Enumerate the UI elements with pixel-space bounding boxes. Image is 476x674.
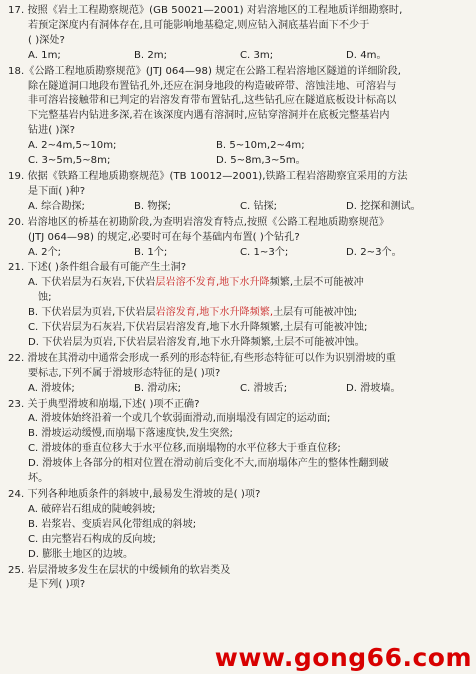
option-a: A. 2个; bbox=[28, 246, 62, 258]
option-c: C. 3m; bbox=[240, 49, 274, 61]
option-b: B. 物探; bbox=[134, 200, 171, 212]
options-row bbox=[8, 382, 468, 397]
question-25 bbox=[8, 564, 468, 594]
option-b: B. 岩浆岩、变质岩风化带组成的斜坡; bbox=[28, 518, 197, 530]
option-d: D. 2~3个。 bbox=[346, 246, 402, 258]
question-stem: 22. 滑坡在其滑动中通常会形成一系列的形态特征,有些形态特征可以作为识别滑坡的重 bbox=[8, 352, 396, 364]
option-b: B. 5~10m,2~4m; bbox=[216, 140, 305, 152]
question-17 bbox=[8, 4, 468, 64]
option-c: C. 3~5m,5~8m; bbox=[28, 155, 111, 167]
option-c: C. 由完整岩石构成的反向坡; bbox=[28, 533, 156, 545]
option-c: C. 滑坡舌; bbox=[240, 382, 288, 394]
question-stem: 是下面( )种? bbox=[28, 185, 86, 197]
question-18 bbox=[8, 65, 468, 169]
question-stem: ( )深处? bbox=[28, 34, 65, 46]
option-a: A. 破碎岩石组成的陡峻斜坡; bbox=[28, 503, 156, 515]
question-stem: 是下列( )项? bbox=[28, 579, 86, 591]
question-stem: 23. 关于典型滑坡和崩塌,下述( )项不正确? bbox=[8, 398, 200, 410]
option-a: A. 综合勘探; bbox=[28, 200, 85, 212]
option-text: A. 下伏岩层为石灰岩,下伏岩 bbox=[28, 277, 156, 289]
question-stem: 要标志,下列不属于滑坡形态特征的是( )项? bbox=[28, 367, 221, 379]
question-stem: 除在隧道洞口地段布置钻孔外,还应在洞身地段的构造破碎带、溶蚀洼地、可溶岩与 bbox=[28, 80, 397, 92]
option-c: C. 1~3个; bbox=[240, 246, 289, 258]
option-d: D. 膨胀土地区的边坡。 bbox=[28, 548, 134, 560]
option-a: A. 2~4m,5~10m; bbox=[28, 140, 117, 152]
option-b: B. 2m; bbox=[134, 49, 167, 61]
option-b: B. 滑动床; bbox=[134, 382, 182, 394]
site-watermark: www.gong66.com bbox=[214, 643, 472, 672]
option-c: C. 钻探; bbox=[240, 200, 278, 212]
question-stem: 20. 岩溶地区的桥基在初勘阶段,为查明岩溶发育特点,按照《公路工程地质勘察规范》 bbox=[8, 216, 390, 228]
option-b bbox=[8, 306, 468, 321]
question-stem: 若预定深度内有洞体存在,且可能影响地基稳定,则应钻入洞底基岩面下不少于 bbox=[28, 19, 370, 31]
option-text: 土层有可能被冲蚀; bbox=[273, 307, 358, 319]
options-row bbox=[8, 154, 468, 169]
option-a bbox=[8, 276, 468, 291]
question-20 bbox=[8, 216, 468, 261]
option-b: B. 1个; bbox=[134, 246, 168, 258]
highlighted-text: 岩溶发育, bbox=[155, 307, 200, 319]
option-d: D. 5~8m,3~5m。 bbox=[216, 155, 306, 167]
options-row bbox=[8, 49, 468, 64]
question-stem: 下完整基岩内钻进多深,若在该深度内遇有溶洞时,应钻穿溶洞并在底板完整基岩内 bbox=[28, 110, 390, 122]
option-a: A. 滑坡体; bbox=[28, 382, 75, 394]
option-a: A. 1m; bbox=[28, 49, 61, 61]
option-d: D. 4m。 bbox=[346, 49, 387, 61]
question-23 bbox=[8, 398, 468, 487]
question-stem: 21. 下述( )条件组合最有可能产生土洞? bbox=[8, 262, 187, 274]
option-d: D. 滑坡墙。 bbox=[346, 382, 401, 394]
highlighted-text: 地下水升降频繁, bbox=[199, 307, 274, 319]
question-stem: (JTJ 064—98) 的规定,必要时可在每个基础内布置( )个钻孔? bbox=[28, 231, 300, 243]
question-stem: 17. 按照《岩土工程勘察规范》(GB 50021—2001) 对岩溶地区的工程地质详细勘察时, bbox=[8, 5, 403, 16]
option-text: B. 下伏岩层为页岩,下伏岩层 bbox=[28, 307, 156, 319]
question-22 bbox=[8, 352, 468, 397]
question-24 bbox=[8, 488, 468, 563]
option-a-continued: 蚀; bbox=[38, 292, 52, 304]
highlighted-text: 层岩溶不发育,地下水升降 bbox=[155, 277, 270, 289]
option-d-continued: 坏。 bbox=[28, 473, 49, 485]
option-d: D. 下伏岩层为页岩,下伏岩层岩溶发育,地下水升降频繁,土层不可能被冲蚀。 bbox=[28, 336, 365, 348]
option-c: C. 滑坡体的垂直位移大于水平位移,而崩塌物的水平位移大于垂直位移; bbox=[28, 443, 341, 455]
option-a: A. 滑坡体始终沿着一个或几个软弱面滑动,而崩塌没有固定的运动面; bbox=[28, 413, 331, 425]
option-d: D. 挖探和测试。 bbox=[346, 200, 421, 212]
option-b: B. 滑坡运动缓慢,而崩塌下落速度快,发生突然; bbox=[28, 428, 233, 440]
question-stem: 25. 岩层滑坡多发生在层状的中缓倾角的软岩类及 bbox=[8, 564, 231, 576]
question-stem: 非可溶岩接触带和已判定的岩溶发育带布置钻孔,这些钻孔应在隧道底板设计标高以 bbox=[28, 95, 397, 107]
question-19 bbox=[8, 170, 468, 215]
question-stem: 钻进( )深? bbox=[28, 125, 76, 137]
option-d: D. 滑坡体上各部分的相对位置在滑动前后变化不大,而崩塌体产生的整体性翻到破 bbox=[28, 458, 389, 470]
options-row bbox=[8, 246, 468, 261]
question-stem: 18.《公路工程地质勘察规范》(JTJ 064—98) 规定在公路工程岩溶地区隧道的详细阶段, bbox=[8, 65, 402, 77]
question-stem: 19. 依据《铁路工程地质勘察规范》(TB 10012—2001),铁路工程岩溶勘察宜采用的方法 bbox=[8, 170, 408, 182]
question-stem: 24. 下列各种地质条件的斜坡中,最易发生滑坡的是( )项? bbox=[8, 489, 261, 500]
option-text: 频繁,土层不可能被冲 bbox=[269, 277, 364, 289]
options-row bbox=[8, 139, 468, 154]
question-21 bbox=[8, 261, 468, 350]
options-row bbox=[8, 200, 468, 215]
option-c: C. 下伏岩层为石灰岩,下伏岩层岩溶发育,地下水升降频繁,土层有可能被冲蚀; bbox=[28, 322, 368, 334]
